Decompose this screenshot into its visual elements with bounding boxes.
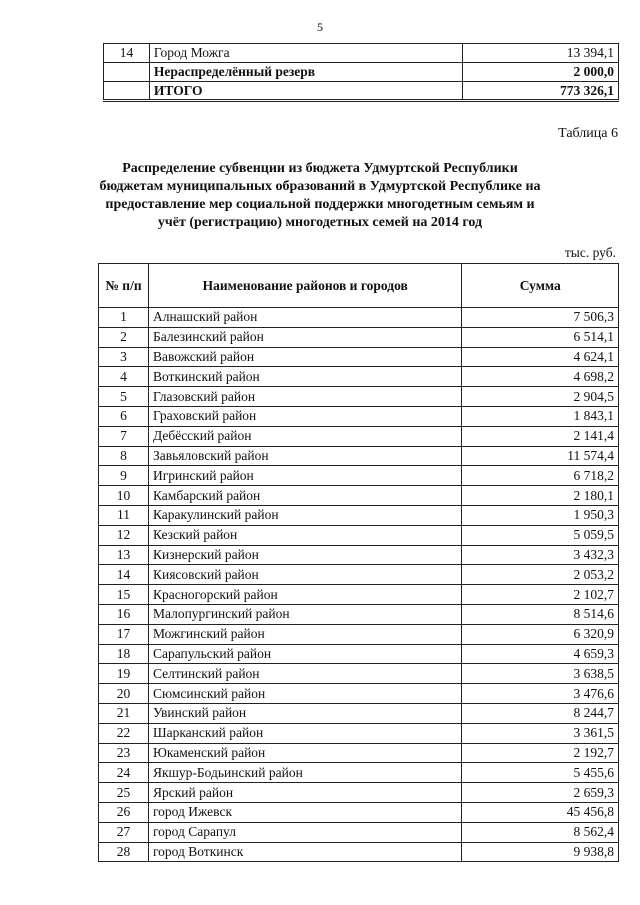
- cell-name: город Воткинск: [148, 842, 462, 862]
- cell-sum: 1 950,3: [462, 505, 619, 525]
- cell-name: Воткинский район: [148, 367, 462, 387]
- cell-num: 4: [99, 367, 149, 387]
- table-row: [99, 545, 619, 565]
- cell-name: Граховский район: [148, 406, 462, 426]
- cell-name: ИТОГО: [149, 82, 462, 101]
- cell-name: Кезский район: [148, 525, 462, 545]
- cell-num: 16: [99, 604, 149, 624]
- cell-num: 1: [99, 308, 149, 328]
- table-row: [104, 44, 619, 63]
- cell-name: Шарканский район: [148, 723, 462, 743]
- cell-name: город Ижевск: [148, 802, 462, 822]
- cell-name: Дебёсский район: [148, 426, 462, 446]
- cell-sum: 5 455,6: [462, 763, 619, 783]
- cell-num: 12: [99, 525, 149, 545]
- table-row: [99, 505, 619, 525]
- cell-name: Глазовский район: [148, 387, 462, 407]
- cell-name: Юкаменский район: [148, 743, 462, 763]
- cell-num: 27: [99, 822, 149, 842]
- subvention-table: [98, 263, 619, 862]
- page-number: 5: [317, 20, 323, 34]
- table-row: [99, 802, 619, 822]
- cell-name: Киясовский район: [148, 565, 462, 585]
- cell-sum: 2 141,4: [462, 426, 619, 446]
- cell-sum: 2 102,7: [462, 585, 619, 605]
- cell-sum: 8 244,7: [462, 703, 619, 723]
- table-row: [99, 664, 619, 684]
- cell-num: 21: [99, 703, 149, 723]
- table-row: [99, 406, 619, 426]
- cell-sum: 4 698,2: [462, 367, 619, 387]
- table-row: [99, 743, 619, 763]
- cell-num: 23: [99, 743, 149, 763]
- cell-sum: 2 000,0: [463, 63, 619, 82]
- cell-name: Город Можга: [149, 44, 462, 63]
- cell-name: Вавожский район: [148, 347, 462, 367]
- table-row: [99, 525, 619, 545]
- cell-name: Можгинский район: [148, 624, 462, 644]
- cell-name: Якшур-Бодьинский район: [148, 763, 462, 783]
- cell-name: Сарапульский район: [148, 644, 462, 664]
- cell-sum: 45 456,8: [462, 802, 619, 822]
- cell-num: 20: [99, 684, 149, 704]
- cell-name: Кизнерский район: [148, 545, 462, 565]
- cell-sum: 8 514,6: [462, 604, 619, 624]
- cell-sum: 11 574,4: [462, 446, 619, 466]
- cell-num: 3: [99, 347, 149, 367]
- table-row: [99, 604, 619, 624]
- cell-num: 14: [104, 44, 150, 63]
- cell-sum: 2 053,2: [462, 565, 619, 585]
- cell-num: 11: [99, 505, 149, 525]
- table-row: [99, 763, 619, 783]
- cell-sum: 773 326,1: [463, 82, 619, 101]
- cell-sum: 6 514,1: [462, 327, 619, 347]
- cell-sum: 9 938,8: [462, 842, 619, 862]
- continuation-table: [103, 43, 619, 102]
- cell-sum: 2 659,3: [462, 783, 619, 803]
- cell-sum: 1 843,1: [462, 406, 619, 426]
- table-row: [99, 624, 619, 644]
- cell-sum: 4 624,1: [462, 347, 619, 367]
- cell-sum: 3 476,6: [462, 684, 619, 704]
- cell-name: Камбарский район: [148, 486, 462, 506]
- header-sum: Сумма: [462, 264, 619, 308]
- cell-name: Красногорский район: [148, 585, 462, 605]
- cell-num: 19: [99, 664, 149, 684]
- cell-sum: 3 361,5: [462, 723, 619, 743]
- cell-num: 10: [99, 486, 149, 506]
- cell-num: 15: [99, 585, 149, 605]
- table-row: [99, 426, 619, 446]
- cell-name: Малопургинский район: [148, 604, 462, 624]
- header-name: Наименование районов и городов: [148, 264, 462, 308]
- cell-sum: 4 659,3: [462, 644, 619, 664]
- table-row: [99, 486, 619, 506]
- cell-name: Ярский район: [148, 783, 462, 803]
- cell-name: Каракулинский район: [148, 505, 462, 525]
- cell-sum: 6 718,2: [462, 466, 619, 486]
- cell-sum: 6 320,9: [462, 624, 619, 644]
- cell-num: 14: [99, 565, 149, 585]
- units-label: тыс. руб.: [564, 245, 616, 260]
- table-row: [99, 387, 619, 407]
- cell-sum: 2 192,7: [462, 743, 619, 763]
- table-row: [99, 703, 619, 723]
- cell-num: 5: [99, 387, 149, 407]
- table-title: Распределение субвенции из бюджета Удмуртской Республики бюджетам муниципальных образований в Удмуртской Республике на предоставление мер социальной поддержки многодетным семьям и учёт (регистрацию) многодетных семей на 2014 год: [99, 161, 541, 230]
- header-num: № п/п: [99, 264, 149, 308]
- cell-sum: 8 562,4: [462, 822, 619, 842]
- table-row: [104, 82, 619, 101]
- table-row: [99, 308, 619, 328]
- cell-sum: 5 059,5: [462, 525, 619, 545]
- cell-num: 22: [99, 723, 149, 743]
- cell-sum: 2 904,5: [462, 387, 619, 407]
- cell-num: 25: [99, 783, 149, 803]
- cell-name: Увинский район: [148, 703, 462, 723]
- cell-sum: 2 180,1: [462, 486, 619, 506]
- cell-sum: 3 432,3: [462, 545, 619, 565]
- cell-num: 28: [99, 842, 149, 862]
- table-row: [99, 783, 619, 803]
- cell-name: Балезинский район: [148, 327, 462, 347]
- cell-name: город Сарапул: [148, 822, 462, 842]
- table-row: [99, 446, 619, 466]
- table-row: [99, 565, 619, 585]
- table-row: [99, 842, 619, 862]
- table-row: [99, 684, 619, 704]
- cell-num: 24: [99, 763, 149, 783]
- table-row: [99, 723, 619, 743]
- table-row: [99, 367, 619, 387]
- table-label: Таблица 6: [558, 126, 618, 141]
- table-row: [104, 63, 619, 82]
- cell-name: Игринский район: [148, 466, 462, 486]
- cell-num: 9: [99, 466, 149, 486]
- cell-name: Нераспределённый резерв: [149, 63, 462, 82]
- cell-num: 13: [99, 545, 149, 565]
- cell-name: Алнашский район: [148, 308, 462, 328]
- cell-num: 2: [99, 327, 149, 347]
- cell-name: Завьяловский район: [148, 446, 462, 466]
- table-row: [99, 822, 619, 842]
- cell-sum: 13 394,1: [463, 44, 619, 63]
- cell-num: 8: [99, 446, 149, 466]
- cell-sum: 3 638,5: [462, 664, 619, 684]
- cell-name: Селтинский район: [148, 664, 462, 684]
- table-row: [99, 466, 619, 486]
- table-row: [99, 327, 619, 347]
- cell-sum: 7 506,3: [462, 308, 619, 328]
- cell-num: 7: [99, 426, 149, 446]
- cell-num: [104, 82, 150, 101]
- cell-num: 26: [99, 802, 149, 822]
- cell-num: 17: [99, 624, 149, 644]
- table-row: [99, 347, 619, 367]
- cell-num: 6: [99, 406, 149, 426]
- cell-num: 18: [99, 644, 149, 664]
- table-row: [99, 585, 619, 605]
- cell-num: [104, 63, 150, 82]
- cell-name: Сюмсинский район: [148, 684, 462, 704]
- header-row: [99, 264, 619, 308]
- table-row: [99, 644, 619, 664]
